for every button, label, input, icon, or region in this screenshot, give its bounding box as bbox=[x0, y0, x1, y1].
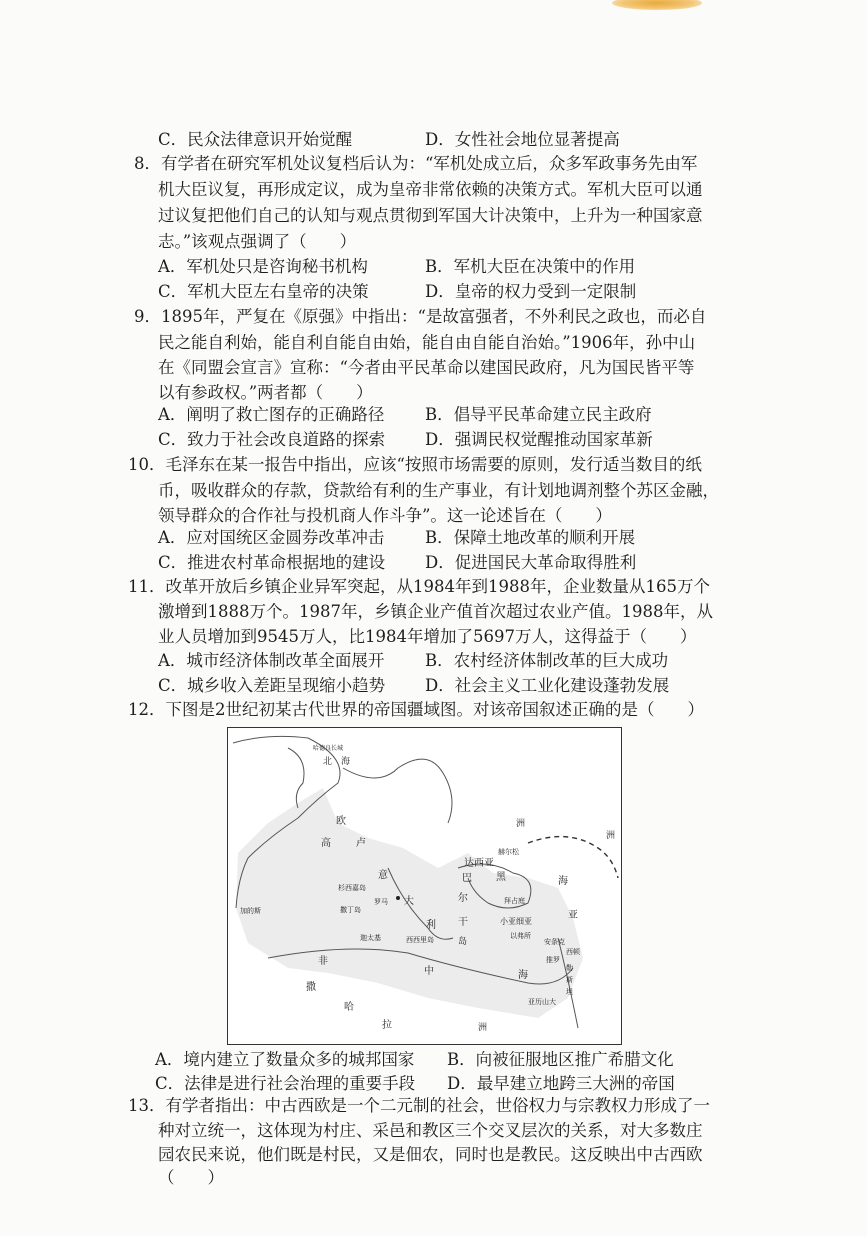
border-dashed bbox=[528, 837, 618, 878]
label-zhong: 中 bbox=[424, 966, 434, 977]
label-la: 拉 bbox=[382, 1020, 392, 1031]
q8-stem-line: 机大臣议复，再形成定议，成为皇帝非常依赖的决策方式。军机大臣可以通 bbox=[158, 180, 703, 199]
q11-stem-line: 业人员增加到9545万人，比1984年增加了5697万人，这得益于（ ） bbox=[158, 627, 697, 646]
q12-option-d: D．最早建立地跨三大洲的帝国 bbox=[447, 1074, 675, 1093]
q13-stem-line: 园农民来说，他们既是村民，又是佃农，同时也是教民。这反映出中古西欧 bbox=[158, 1145, 703, 1164]
q10-stem-line: 领导群众的合作社与投机商人作斗争”。这一论述旨在（ ） bbox=[158, 506, 612, 525]
label-er: 尔 bbox=[458, 893, 468, 904]
q10-option-c: C．推进农村革命根据地的建设 bbox=[158, 553, 386, 572]
label-chersonesus: 赫尔松 bbox=[498, 848, 519, 856]
q10-stem-line: 币，吸收群众的存款，贷款给有利的生产事业，有计划地调剂整个苏区金融， bbox=[158, 481, 719, 500]
q8-option-d: D．皇帝的权力受到一定限制 bbox=[425, 282, 637, 301]
label-zhou-south: 洲 bbox=[478, 1023, 488, 1033]
label-gan: 干 bbox=[458, 917, 468, 928]
north-coast bbox=[343, 759, 452, 823]
label-zhou-east: 洲 bbox=[606, 831, 616, 841]
label-gades: 加的斯 bbox=[240, 907, 261, 915]
q9-stem-line: 在《同盟会宣言》宣称：“今者由平民革命以建国民政府，凡为国民皆平等 bbox=[158, 358, 695, 377]
q8-stem-line: 志。”该观点强调了（ ） bbox=[158, 232, 357, 251]
label-corsica: 杉西嘉岛 bbox=[338, 884, 366, 892]
label-le: 勒 bbox=[566, 964, 573, 972]
q8-stem-line: 8．有学者在研究军机处议复档后认为：“军机处成立后，众多军政事务先由军 bbox=[134, 154, 698, 173]
label-ya: 亚 bbox=[568, 910, 578, 921]
label-sardinia: 撒丁岛 bbox=[340, 906, 361, 914]
q9-option-a: A．阐明了救亡图存的正确路径 bbox=[158, 405, 385, 424]
q9-option-c: C．致力于社会改良道路的探索 bbox=[158, 430, 386, 449]
q11-option-b: B．农村经济体制改革的巨大成功 bbox=[425, 651, 669, 670]
q9-option-d: D．强调民权觉醒推动国家革新 bbox=[425, 430, 653, 449]
paper-stain bbox=[612, 0, 702, 10]
map-figure bbox=[228, 728, 621, 1044]
q8-option-b: B．军机大臣在决策中的作用 bbox=[425, 257, 636, 276]
q10-option-d: D．促进国民大革命取得胜利 bbox=[425, 553, 637, 572]
label-asia-minor: 小亚细亚 bbox=[500, 917, 532, 926]
label-north-sea: 北 海 bbox=[323, 757, 351, 767]
q7-option-d: D．女性社会地位显著提高 bbox=[425, 130, 620, 149]
label-europe-1: 欧 bbox=[336, 816, 346, 827]
label-sicily: 西西里岛 bbox=[406, 936, 434, 944]
label-ba: 巴 bbox=[462, 873, 472, 884]
label-carthage: 迦太基 bbox=[360, 934, 381, 942]
q13-stem-line: （ ） bbox=[158, 1168, 224, 1187]
label-africa: 非 bbox=[318, 956, 328, 967]
q10-option-a: A．应对国统区金圆券改革冲击 bbox=[158, 528, 385, 547]
q10-stem-line: 10．毛泽东在某一报告中指出，应该“按照市场需要的原则，发行适当数目的纸 bbox=[128, 455, 702, 474]
rome-dot bbox=[396, 896, 400, 900]
q11-stem-line: 激增到1888万个。1987年，乡镇企业产值首次超过农业产值。1988年，从 bbox=[158, 602, 713, 621]
q12-option-c: C．法律是进行社会治理的重要手段 bbox=[155, 1074, 416, 1093]
q12-option-a: A．境内建立了数量众多的城邦国家 bbox=[155, 1050, 415, 1069]
label-black-sea: 黑 bbox=[496, 872, 506, 883]
label-gaul-2: 卢 bbox=[356, 838, 366, 849]
q11-stem-line: 11．改革开放后乡镇企业异军突起，从1984年到1988年，企业数量从165万个 bbox=[128, 577, 710, 596]
q12-stem-line: 12．下图是2世纪初某古代世界的帝国疆域图。对该帝国叙述正确的是（ ） bbox=[128, 700, 704, 719]
label-sa: 撒 bbox=[306, 982, 316, 993]
label-hai: 海 bbox=[558, 876, 568, 887]
q8-option-a: A．军机处只是咨询秘书机构 bbox=[158, 257, 368, 276]
label-dao: 岛 bbox=[458, 937, 468, 947]
q9-stem-line: 以有参政权。”两者都（ ） bbox=[158, 383, 373, 402]
roman-empire-map bbox=[227, 727, 622, 1045]
q13-stem-line: 种对立统一，这体现为村庄、采邑和教区三个交叉层次的关系，对大多数庄 bbox=[158, 1121, 703, 1140]
label-italy-3: 利 bbox=[426, 920, 436, 931]
q11-option-a: A．城市经济体制改革全面展开 bbox=[158, 651, 385, 670]
label-europe-zhou: 洲 bbox=[516, 819, 526, 829]
label-gaul-1: 高 bbox=[321, 838, 331, 849]
label-sidon: 西顿 bbox=[566, 948, 580, 956]
label-si: 斯 bbox=[566, 976, 573, 984]
q12-option-b: B．向被征服地区推广希腊文化 bbox=[447, 1050, 674, 1069]
label-hai-south: 海 bbox=[518, 970, 528, 981]
label-alexandria: 亚历山大 bbox=[528, 998, 556, 1006]
label-tan: 坦 bbox=[566, 988, 573, 996]
q8-option-c: C．军机大臣左右皇帝的决策 bbox=[158, 282, 369, 301]
britain-coast bbox=[288, 748, 304, 808]
label-dacia: 达西亚 bbox=[464, 858, 494, 869]
label-antioch: 安条克 bbox=[544, 938, 565, 946]
label-rome: 罗马 bbox=[374, 898, 388, 906]
label-byzantium: 拜占庭 bbox=[504, 897, 525, 905]
q11-option-c: C．城乡收入差距呈现缩小趋势 bbox=[158, 676, 386, 695]
q8-stem-line: 过议复把他们自己的认知与观点贯彻到军国大计决策中，上升为一种国家意 bbox=[158, 206, 703, 225]
label-ha: 哈 bbox=[344, 1002, 354, 1013]
q9-stem-line: 民之能自利始，能自利自能自由始，能自由自能自治始。”1906年，孙中山 bbox=[158, 333, 696, 352]
q13-stem-line: 13．有学者指出：中古西欧是一个二元制的社会，世俗权力与宗教权力形成了一 bbox=[128, 1096, 710, 1115]
label-ephesus: 以弗所 bbox=[510, 932, 531, 940]
label-tyre: 推罗 bbox=[546, 956, 560, 964]
q9-stem-line: 9．1895年，严复在《原强》中指出：“是故富强者，不外利民之政也，而必自 bbox=[134, 307, 707, 326]
q10-option-b: B．保障土地改革的顺利开展 bbox=[425, 528, 636, 547]
q9-option-b: B．倡导平民革命建立民主政府 bbox=[425, 405, 652, 424]
label-italy-1: 意 bbox=[378, 870, 388, 881]
q11-option-d: D．社会主义工业化建设蓬勃发展 bbox=[425, 676, 670, 695]
label-italy-2: 大 bbox=[404, 896, 414, 907]
label-wall: 哈德良长城 bbox=[313, 745, 344, 752]
q7-option-c: C．民众法律意识开始觉醒 bbox=[158, 130, 353, 149]
